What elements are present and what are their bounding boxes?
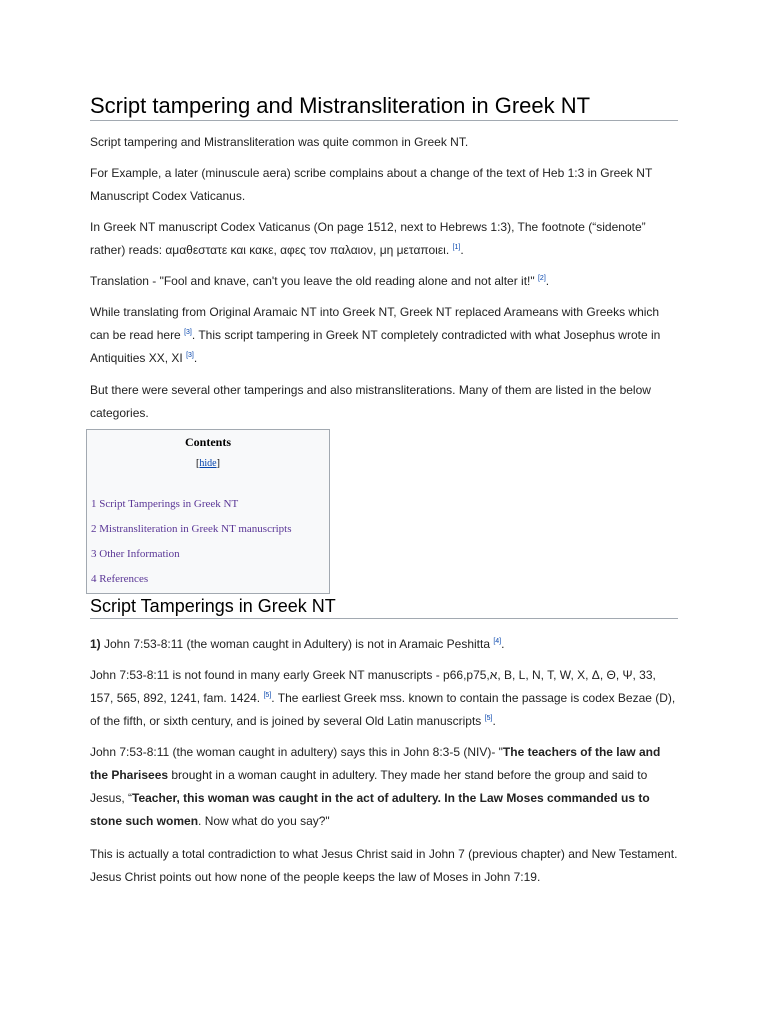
footnote-ref-1[interactable]: [1] <box>452 244 461 251</box>
section1-paragraph-1: 1) John 7:53-8:11 (the woman caught in Adultery) is not in Aramaic Peshitta [4]. <box>90 637 505 651</box>
footnote-ref-5a[interactable]: [5] <box>263 692 272 699</box>
intro-paragraph-1: Script tampering and Mistransliteration was quite common in Greek NT. <box>90 135 469 149</box>
section1-paragraph-3-text-a: John 7:53-8:11 (the woman caught in adultery) says this in John 8:3-5 (NIV)- " <box>90 745 503 759</box>
toc-hide-link[interactable]: hide <box>199 458 217 469</box>
intro-paragraph-5-text-b: . This script tampering in Greek NT completely contradicted with what Josephus wrote in Antiquities XX, XI <box>90 328 661 365</box>
section1-paragraph-1-text: John 7:53-8:11 (the woman caught in Adultery) is not in Aramaic Peshitta <box>100 637 490 651</box>
footnote-ref-3b[interactable]: [3] <box>186 352 194 359</box>
toc-hide-toggle: [hide] <box>196 458 220 469</box>
footnote-ref-3a[interactable]: [3] <box>184 329 192 336</box>
section1-paragraph-3-text-c: brought in a woman caught in adultery. They made her stand before the group and said to Jesus, “ <box>90 768 648 805</box>
quote-bold-2: Teacher, this woman was caught in the act of adultery. In the Law Moses commanded us to stone such women <box>90 791 650 828</box>
intro-paragraph-5: While translating from Original Aramaic NT into Greek NT, Greek NT replaced Arameans with Greeks which can be read here [3]. This script tampering in Greek NT completely contradicted with what Josephus wrote in Antiquities XX, XI [3]. <box>90 305 661 365</box>
quote-bold-1: The teachers of the law and the Pharisees <box>90 745 661 782</box>
intro-paragraph-4: Translation - "Fool and knave, can't you leave the old reading alone and not alter it!" [2]. <box>90 274 550 288</box>
toc-title: Contents <box>184 435 231 449</box>
section1-paragraph-3 <box>90 741 678 833</box>
section1-paragraph-4: This is actually a total contradiction to what Jesus Christ said in John 7 (previous chapter) and New Testament. Jesus Christ points out how none of the people keeps the law of Moses in John 7:19. <box>90 847 678 884</box>
table-of-contents <box>86 429 330 594</box>
section1-paragraph-2-text-b: . The earliest Greek mss. known to contain the passage is codex Bezae (D), of the fifth, or sixth century, and is joined by several Old Latin manuscripts <box>90 691 676 728</box>
section1-paragraph-2-text-a: John 7:53-8:11 is not found in many early Greek NT manuscripts - p66,p75,א, B, L, N, T, W, X, Δ, Θ, Ψ, 33, 157, 565, 892, 1241, fam. 1424. <box>90 668 656 705</box>
toc-item-script-tamperings[interactable]: 1 Script Tamperings in Greek NT <box>91 498 239 510</box>
toc-item-mistransliteration[interactable]: 2 Mistransliteration in Greek NT manuscripts <box>91 523 292 535</box>
footnote-ref-5b[interactable]: [5] <box>484 715 493 722</box>
page-title: Script tampering and Mistransliteration in Greek NT <box>90 92 678 121</box>
intro-paragraph-2: For Example, a later (minuscule aera) scribe complains about a change of the text of Heb 1:3 in Greek NT Manuscript Codex Vaticanus. <box>90 166 653 203</box>
intro-paragraph-6: But there were several other tamperings and also mistransliterations. Many of them are listed in the below categories. <box>90 383 651 420</box>
intro-paragraph-5-text-a: While translating from Original Aramaic NT into Greek NT, Greek NT replaced Arameans with Greeks which can be read here <box>90 305 660 342</box>
section1-paragraph-2: John 7:53-8:11 is not found in many early Greek NT manuscripts - p66,p75,א, B, L, N, T, W, X, Δ, Θ, Ψ, 33, 157, 565, 892, 1241, fam. 1424. [5]. The earliest Greek mss. known to contain the passage is codex Bezae (D), of the fifth, or sixth century, and is joined by several Old Latin manuscripts [5]. <box>90 668 676 728</box>
intro-paragraph-3: In Greek NT manuscript Codex Vaticanus (On page 1512, next to Hebrews 1:3), The footnote (“sidenote” rather) reads: αμαθεστατε και κακε, αφες τον παλαιον, μη μεταποιει. [1]. <box>90 220 646 257</box>
footnote-ref-2[interactable]: [2] <box>537 275 546 282</box>
section1-paragraph-3-text-e: . Now what do you say?" <box>198 814 330 828</box>
toc-item-other-information[interactable]: 3 Other Information <box>91 548 180 560</box>
section-heading-script-tamperings: Script Tamperings in Greek NT <box>90 594 678 619</box>
toc-item-references[interactable]: 4 References <box>91 573 149 585</box>
intro-paragraph-3-text: In Greek NT manuscript Codex Vaticanus (On page 1512, next to Hebrews 1:3), The footnote (“sidenote” rather) reads: αμαθεστατε και κακε, αφες τον παλαιον, μη μεταποιει. <box>90 220 646 257</box>
item-number: 1) <box>90 637 101 651</box>
intro-paragraph-4-text: Translation - "Fool and knave, can't you leave the old reading alone and not alter it!" <box>90 274 535 288</box>
footnote-ref-4[interactable]: [4] <box>493 638 502 645</box>
